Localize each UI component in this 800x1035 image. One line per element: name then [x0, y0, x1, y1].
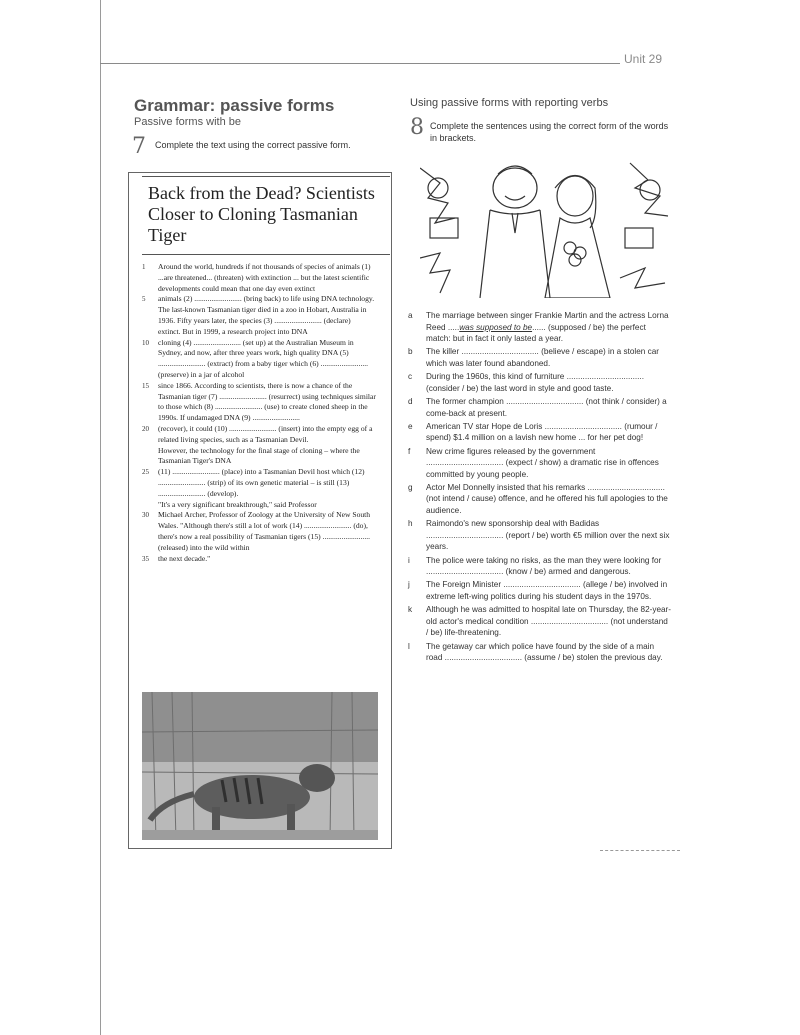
article-paragraph — [142, 500, 378, 511]
line-number: 30 — [142, 511, 149, 520]
question-letter: a — [408, 311, 413, 320]
unit-label: Unit 29 — [624, 52, 663, 66]
wedding-cartoon-illustration — [420, 158, 670, 298]
answer-field[interactable]: was supposed to be — [459, 322, 533, 332]
question-letter: h — [408, 519, 413, 529]
question-text: During the 1960s, this kind of furniture .................................. (consider / be) the last word in style and good taste. — [426, 372, 644, 393]
question-item — [408, 446, 672, 481]
question-letter: d — [408, 396, 413, 406]
exercise-8-number: 8 — [410, 115, 424, 140]
question-letter: j — [408, 580, 410, 590]
header-rule — [100, 63, 620, 64]
question-letter: e — [408, 421, 413, 431]
exercise-8-instruction: Complete the sentences using the correct form of the words in brackets. — [430, 121, 669, 143]
question-letter: i — [408, 555, 410, 565]
article-paragraph — [142, 338, 378, 381]
question-text: The Foreign Minister .................................. (allege / be) involved in extreme left-wing politics during his student days in the 1970s. — [426, 580, 668, 601]
question-text: The former champion .................................. (not think / consider) a come-back at present. — [426, 396, 667, 418]
article-paragraph — [142, 510, 378, 553]
question-text: Although he was admitted to hospital late on Thursday, the 82-year-old actor's medical condition .................................. (not understand / be) life-threatening. — [426, 605, 672, 638]
paragraph-text: since 1866. According to scientists, there is now a chance of the Tasmanian tiger (7) ......................... (resurrect) using techniques similar to those which (8) ......................... (use) to create cloned sheep in the 1990s. If undamaged DNA (9) ......................... — [158, 380, 376, 423]
question-text: The getaway car which police have found by the side of a main road .................................. (assume / be) stolen the previous day. — [426, 641, 663, 663]
line-number: 1 — [142, 263, 146, 271]
article-paragraph — [142, 381, 378, 424]
question-text: American TV star Hope de Loris .................................. (rumour / spend) $1.4 million on a lavish new home ... for her pet dog! — [426, 421, 658, 443]
tasmanian-tiger-photo — [142, 692, 378, 840]
question-item — [408, 421, 672, 444]
question-item — [408, 604, 672, 639]
question-letter: l — [408, 641, 410, 651]
question-item — [408, 482, 672, 517]
paragraph-text: Around the world, hundreds if not thousands of species of animals (1) ...are threatened... (threaten) with extinction ... but the latest scientific developments could mean that one day even extinct — [158, 262, 371, 293]
question-text: The marriage between singer Frankie Martin and the actress Lorna Reed ..... — [426, 311, 669, 332]
line-number: 25 — [142, 468, 149, 477]
question-item — [408, 346, 672, 369]
question-item — [408, 555, 672, 578]
exercise-8-questions — [408, 310, 672, 665]
page-margin-line — [100, 0, 101, 1035]
line-number: 20 — [142, 424, 149, 433]
question-item — [408, 396, 672, 419]
article-paragraph — [142, 424, 378, 446]
question-letter: f — [408, 446, 411, 456]
paragraph-text: Michael Archer, Professor of Zoology at the University of New South Wales. "Although there's still a lot of work (14) ......................... (do), there's now a real possibility of Tasmanian tigers (15) ......................... (released) into the wild within — [158, 510, 371, 552]
question-text: The killer .................................. (believe / escape) in a stolen car which was later found abandoned. — [426, 347, 659, 368]
footer-page-marker — [600, 850, 680, 852]
paragraph-text: However, the technology for the final stage of cloning – where the Tasmanian Tiger's DNA — [158, 445, 360, 466]
article-paragraph — [142, 554, 378, 565]
paragraph-text: (11) ......................... (place) into a Tasmanian Devil host which (12) ......................... (strip) of its own genetic material – is still (13) ......................... (develop). — [158, 467, 365, 498]
question-letter: c — [408, 372, 413, 382]
question-item — [408, 310, 672, 345]
line-number: 5 — [142, 295, 146, 304]
question-text: New crime figures released by the government .................................. (expect / show) a dramatic rise in offences committed by young people. — [426, 446, 659, 479]
paragraph-text: (recover), it could (10) ......................... (insert) into the empty egg of a related living species, such as a Tasmanian Devil. — [158, 423, 373, 444]
question-item — [408, 371, 672, 394]
article-title-rule — [142, 254, 390, 255]
exercise-7-instruction: Complete the text using the correct passive form. — [155, 140, 351, 150]
article-paragraph — [142, 262, 378, 294]
question-item — [408, 641, 672, 664]
paragraph-text: the next decade." — [158, 553, 211, 563]
right-section-heading: Using passive forms with reporting verbs — [410, 97, 609, 109]
article-title: Back from the Dead? Scientists Closer to Cloning Tasmanian Tiger — [148, 183, 375, 245]
section-title: Grammar: passive forms — [134, 96, 335, 115]
article-paragraph — [142, 327, 378, 338]
article-top-rule — [142, 176, 390, 177]
paragraph-text: animals (2) ......................... (bring back) to life using DNA technology. The last-known Tasmanian tiger died in a zoo in Hobart, Australia in 1936. Fifty years later, the species (3) ......................... (declare) — [158, 294, 375, 325]
section-subtitle: Passive forms with be — [134, 116, 241, 128]
question-letter: g — [408, 482, 413, 492]
paragraph-text: extinct. But in 1999, a research project into DNA — [158, 326, 308, 336]
question-letter: k — [408, 605, 413, 615]
paragraph-text: "It's a very significant breakthrough," said Professor — [158, 499, 317, 509]
line-number: 35 — [142, 554, 149, 563]
line-number: 10 — [142, 338, 149, 347]
question-letter: b — [408, 347, 413, 357]
article-text — [142, 262, 378, 564]
line-number: 15 — [142, 381, 149, 390]
question-item — [408, 579, 672, 602]
exercise-7-number: 7 — [132, 134, 146, 159]
question-text-continued: ...... (supposed / be) the perfect match: but in fact it only lasted a year. — [426, 322, 646, 344]
question-text: Raimondo's new sponsorship deal with Badidas .................................. (report / be) worth €5 million over the next six years. — [426, 519, 670, 552]
question-text: Actor Mel Donnelly insisted that his remarks .................................. (not intend / cause) offence, and he offered his full apologies to the audience. — [426, 482, 668, 516]
article-paragraph — [142, 294, 378, 326]
question-text: The police were taking no risks, as the man they were looking for .................................. (know / be) armed and dangerous. — [426, 555, 662, 577]
question-item — [408, 518, 672, 553]
article-paragraph — [142, 467, 378, 499]
article-paragraph — [142, 446, 378, 468]
paragraph-text: cloning (4) ......................... (set up) at the Australian Museum in Sydney, and now, after three years work, high quality DNA (5) ......................... (extract) from a baby tiger which (6) ......................... (preserve) in a jar of alcohol — [158, 337, 369, 379]
